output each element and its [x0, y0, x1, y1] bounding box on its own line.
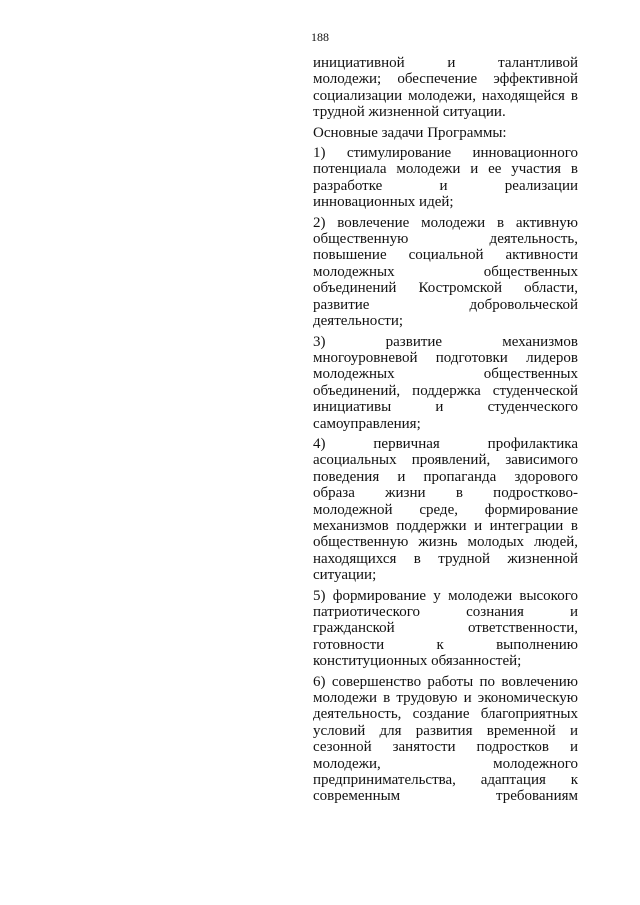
text-line: предпринимательства, адаптация к — [313, 772, 578, 789]
text-line: условий для развития временной и — [313, 722, 578, 739]
task-item-1 — [313, 145, 578, 211]
text-line: 3) развитие механизмов — [313, 333, 578, 350]
text-line: социализации молодежи, находящейся в — [313, 87, 578, 104]
text-line: асоциальных проявлений, зависимого — [313, 452, 578, 469]
text-line: общественную жизнь молодых людей, — [313, 534, 578, 551]
text-line: развитие добровольческой — [313, 296, 578, 313]
text-line: многоуровневой подготовки лидеров — [313, 349, 578, 366]
text-line: молодежи; обеспечение эффективной — [313, 71, 578, 88]
text-line: инициативной и талантливой — [313, 55, 578, 71]
text-line: конституционных обязанностей; — [313, 653, 522, 670]
text-line: общественную деятельность, — [313, 231, 578, 248]
page-number: 188 — [311, 30, 329, 44]
text-line: молодежной среде, формирование — [313, 501, 578, 518]
task-item-2 — [313, 215, 578, 330]
task-item-6 — [313, 674, 578, 805]
text-line: деятельности; — [313, 313, 404, 330]
text-line: объединений Костромской области, — [313, 280, 578, 297]
text-line: 2) вовлечение молодежи в активную — [313, 214, 578, 231]
text-line: молодежных общественных — [313, 263, 578, 280]
task-item-3 — [313, 334, 578, 432]
text-line: сезонной занятости подростков и — [313, 739, 578, 756]
text-line: находящихся в трудной жизненной — [313, 550, 578, 567]
text-line: инновационных идей; — [313, 194, 454, 211]
text-line: потенциала молодежи и ее участия в — [313, 161, 578, 178]
text-line: трудной жизненной ситуации. — [313, 104, 506, 121]
text-line: молодежи, молодежного — [313, 755, 578, 772]
text-line: повышение социальной активности — [313, 247, 578, 264]
text-line: деятельность, создание благоприятных — [313, 706, 578, 723]
tasks-heading — [313, 125, 578, 141]
text-line: объединений, поддержка студенческой — [313, 382, 578, 399]
text-line: 6) совершенство работы по вовлечению — [313, 673, 578, 690]
task-item-4 — [313, 436, 578, 584]
text-line: 4) первичная профилактика — [313, 435, 578, 452]
text-line: поведения и пропаганда здорового — [313, 468, 578, 485]
text-line: патриотического сознания и — [313, 604, 578, 620]
text-line: современным требованиям — [313, 788, 578, 805]
text-line: готовности к выполнению — [313, 636, 578, 653]
paragraph-intro — [313, 55, 578, 121]
text-line: самоуправления; — [313, 415, 421, 432]
text-line: механизмов поддержки и интеграции в — [313, 517, 578, 534]
text-line: молодежи в трудовую и экономическую — [313, 690, 578, 707]
text-line: гражданской ответственности, — [313, 620, 578, 637]
text-line: образа жизни в подростково- — [313, 485, 578, 502]
text-line: 5) формирование у молодежи высокого — [313, 587, 578, 604]
task-item-5 — [313, 588, 578, 670]
text-line: ситуации; — [313, 567, 377, 584]
text-line: Основные задачи Программы: — [313, 124, 507, 141]
text-line: 1) стимулирование инновационного — [313, 145, 578, 162]
text-column — [313, 55, 578, 809]
text-line: разработке и реализации — [313, 177, 578, 194]
text-line: молодежных общественных — [313, 366, 578, 383]
text-line: инициативы и студенческого — [313, 399, 578, 416]
